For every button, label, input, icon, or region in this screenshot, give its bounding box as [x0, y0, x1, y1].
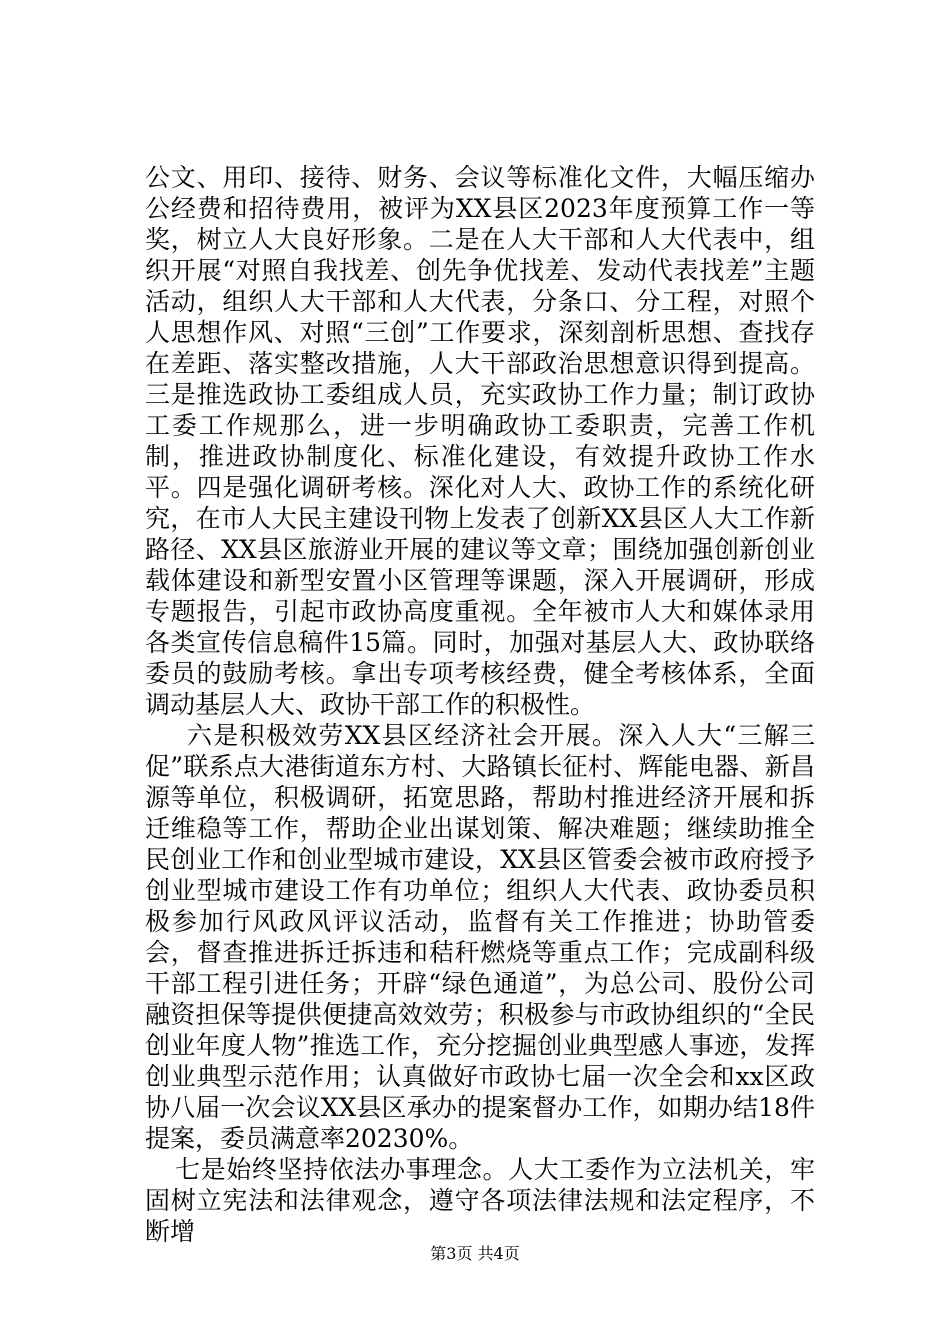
paragraph-continued: 公文、用印、接待、财务、会议等标准化文件，大幅压缩办公经费和招待费用，被评为XX县区2023年度预算工作一等奖，树立人大良好形象。二是在人大干部和人大代表中，组织开展“对照自我找差、创先争优找差、发动代表找差”主题活动，组织人大干部和人大代表，分条口、分工程，对照个人思想作风、对照“三创”工作要求，深刻剖析思想、查找存在差距、落实整改措施，人大干部政治思想意识得到提高。三是推选政协工委组成人员，充实政协工作力量；制订政协工委工作规那么，进一步明确政协工委职责，完善工作机制，推进政协制度化、标准化建设，有效提升政协工作水平。四是强化调研考核。深化对人大、政协工作的系统化研究，在市人大民主建设刊物上发表了创新XX县区人大工作新路径、XX县区旅游业开展的建议等文章；围绕加强创新创业载体建设和新型安置小区管理等课题，深入开展调研，形成专题报告，引起市政协高度重视。全年被市人大和媒体录用各类宣传信息稿件15篇。同时，加强对基层人大、政协联络委员的鼓励考核。拿出专项考核经费，健全考核体系，全面调动基层人大、政协干部工作的积极性。 — [145, 163, 815, 719]
page-footer: 第3页 共4页 — [430, 1244, 520, 1263]
paragraph-six: 六是积极效劳XX县区经济社会开展。深入人大“三解三促”联系点大港街道东方村、大路镇长征村、辉能电器、新昌源等单位，积极调研，拓宽思路，帮助村推进经济开展和拆迁维稳等工作，帮助企业出谋划策、解决难题；继续助推全民创业工作和创业型城市建设，XX县区管委会被市政府授予创业型城市建设工作有功单位；组织人大代表、政协委员积极参加行风政风评议活动，监督有关工作推进；协助管委会，督查推进拆迁拆违和秸秆燃烧等重点工作；完成副科级干部工程引进任务；开辟“绿色通道”，为总公司、股份公司融资担保等提供便捷高效效劳；积极参与市政协组织的“全民创业年度人物”推选工作，充分挖掘创业典型感人事迹，发挥创业典型示范作用；认真做好市政协七届一次全会和xx区政协八届一次会议XX县区承办的提案督办工作，如期办结18件提案，委员满意率20230%。 — [145, 721, 815, 1153]
document-body — [145, 162, 815, 1247]
paragraph-seven: 七是始终坚持依法办事理念。人大工委作为立法机关，牢固树立宪法和法律观念，遵守各项法律法规和法定程序，不断增 — [145, 1155, 815, 1246]
